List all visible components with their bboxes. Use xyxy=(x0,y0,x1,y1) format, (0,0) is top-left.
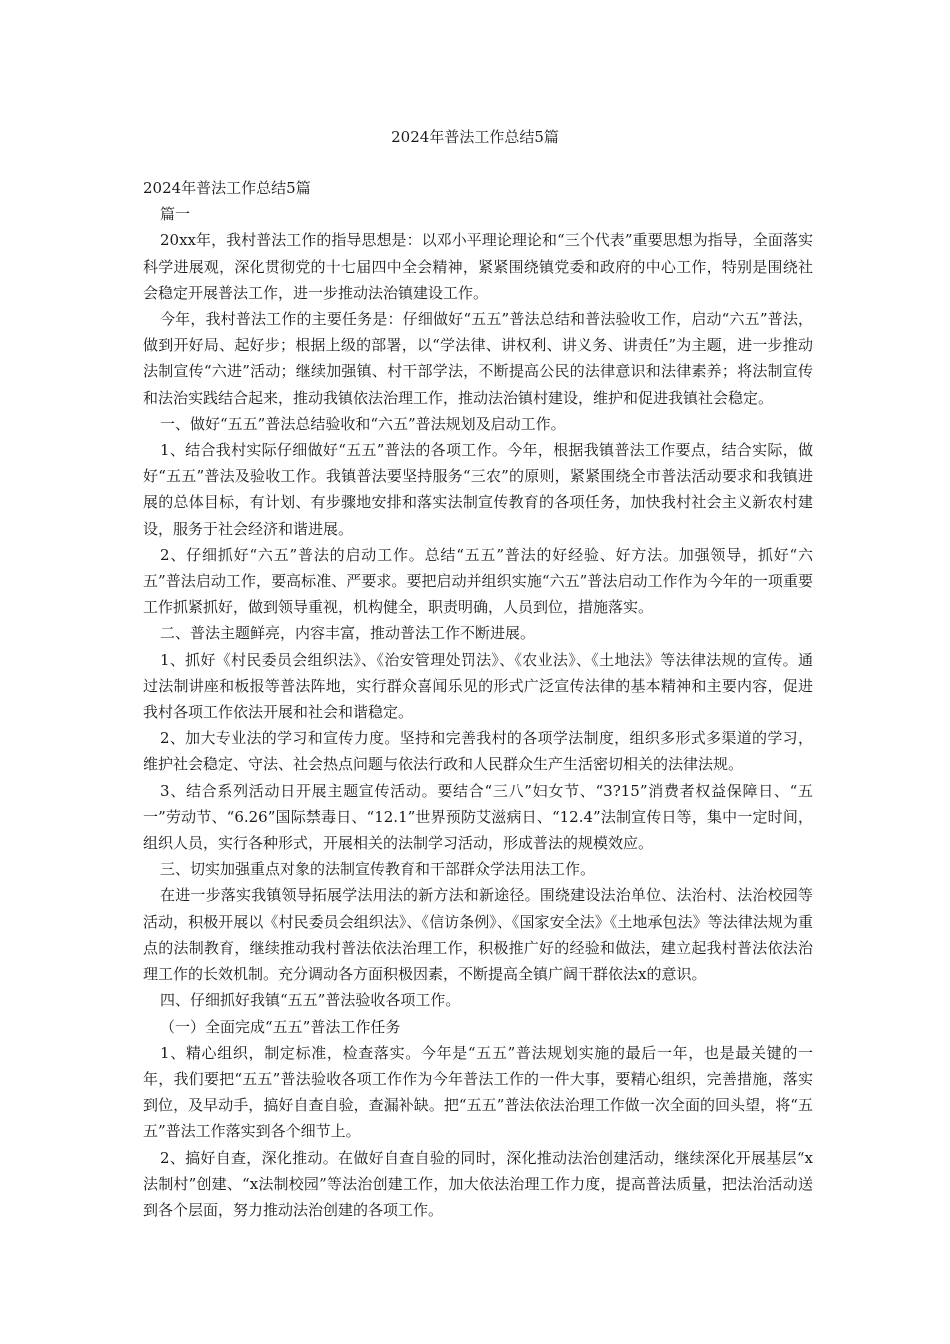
body-paragraph: 2、仔细抓好“六五”普法的启动工作。总结“五五”普法的好经验、好方法。加强领导，抓好“六五”普法启动工作，要高标准、严要求。要把启动并组织实施“六五”普法启动工作作为今年的一项重要工作抓紧抓好，做到领导重视，机构健全，职责明确，人员到位，措施落实。 xyxy=(143,545,813,617)
body-paragraph: 1、抓好《村民委员会组织法》、《治安管理处罚法》、《农业法》、《土地法》等法律法规的宣传。通过法制讲座和板报等普法阵地，实行群众喜闻乐见的形式广泛宣传法律的基本精神和主要内容，促进我村各项工作依法开展和社会和谐稳定。 xyxy=(143,650,813,722)
body-paragraph: 篇一 xyxy=(160,205,191,224)
document-body xyxy=(143,175,813,1223)
body-paragraph: 在进一步落实我镇领导拓展学法用法的新方法和新途径。围绕建设法治单位、法治村、法治校园等活动，积极开展以《村民委员会组织法》、《信访条例》、《国家安全法》《土地承包法》等法律法规为重点的法制教育，继续推动我村普法依法治理工作，积极推广好的经验和做法，建立起我村普法依法治理工作的长效机制。充分调动各方面积极因素，不断提高全镇广阔干群依法x的意识。 xyxy=(143,886,813,984)
body-paragraph: 2、搞好自查，深化推动。在做好自查自验的同时，深化推动法治创建活动，继续深化开展基层“x法制村”创建、“x法制校园”等法治创建工作，加大依法治理工作力度，提高普法质量，把法治活动送到各个层面，努力推动法治创建的各项工作。 xyxy=(143,1148,813,1219)
page-title: 2024年普法工作总结5篇 xyxy=(391,128,559,146)
body-paragraph: 三、切实加强重点对象的法制宣传教育和干部群众学法用法工作。 xyxy=(160,860,596,879)
body-paragraph: （一）全面完成“五五”普法工作任务 xyxy=(160,1017,401,1036)
body-paragraph: 二、普法主题鲜亮，内容丰富，推动普法工作不断进展。 xyxy=(160,624,536,643)
document-subtitle: 2024年普法工作总结5篇 xyxy=(143,179,311,197)
body-paragraph: 1、结合我村实际仔细做好“五五”普法的各项工作。今年，根据我镇普法工作要点，结合实际，做好“五五”普法及验收工作。我镇普法要坚持服务“三农”的原则，紧紧围绕全市普法活动要求和我镇进展的总体目标，有计划、有步骤地安排和落实法制宣传教育的各项任务，加快我村社会主义新农村建设，服务于社会经济和谐进展。 xyxy=(143,441,813,538)
body-paragraph: 20xx年，我村普法工作的指导思想是：以邓小平理论理论和“三个代表”重要思想为指导，全面落实科学进展观，深化贯彻党的十七届四中全会精神，紧紧围绕镇党委和政府的中心工作，特别是围绕社会稳定开展普法工作，进一步推动法治镇建设工作。 xyxy=(143,231,813,302)
body-paragraph: 1、精心组织，制定标准，检查落实。今年是“五五”普法规划实施的最后一年，也是最关键的一年，我们要把“五五”普法验收各项工作作为今年普法工作的一件大事，要精心组织，完善措施，落实到位，及早动手，搞好自查自验，查漏补缺。把“五五”普法依法治理工作做一次全面的回头望，将“五五”普法工作落实到各个细节上。 xyxy=(143,1043,813,1141)
body-paragraph: 四、仔细抓好我镇“五五”普法验收各项工作。 xyxy=(160,991,461,1010)
body-paragraph: 3、结合系列活动日开展主题宣传活动。要结合“三八”妇女节、“3?15”消费者权益保障日、“五一”劳动节、“6.26”国际禁毒日、“12.1”世界预防艾滋病日、“12.4”法制宣传日等，集中一定时间，组织人员，实行各种形式，开展相关的法制学习活动，形成普法的规模效应。 xyxy=(143,781,813,853)
body-paragraph: 2、加大专业法的学习和宣传力度。坚持和完善我村的各项学法制度，组织多形式多渠道的学习，维护社会稳定、守法、社会热点问题与依法行政和人民群众生产生活密切相关的法律法规。 xyxy=(143,729,813,774)
body-paragraph: 今年，我村普法工作的主要任务是：仔细做好“五五”普法总结和普法验收工作，启动“六五”普法，做到开好局、起好步；根据上级的部署，以“学法律、讲权利、讲义务、讲责任”为主题，进一步推动法制宣传“六进”活动；继续加强镇、村干部学法，不断提高公民的法律意识和法律素养；将法制宣传和法治实践结合起来，推动我镇依法治理工作，推动法治镇村建设，维护和促进我镇社会稳定。 xyxy=(143,310,813,407)
body-paragraph: 一、做好“五五”普法总结验收和“六五”普法规划及启动工作。 xyxy=(160,414,566,433)
